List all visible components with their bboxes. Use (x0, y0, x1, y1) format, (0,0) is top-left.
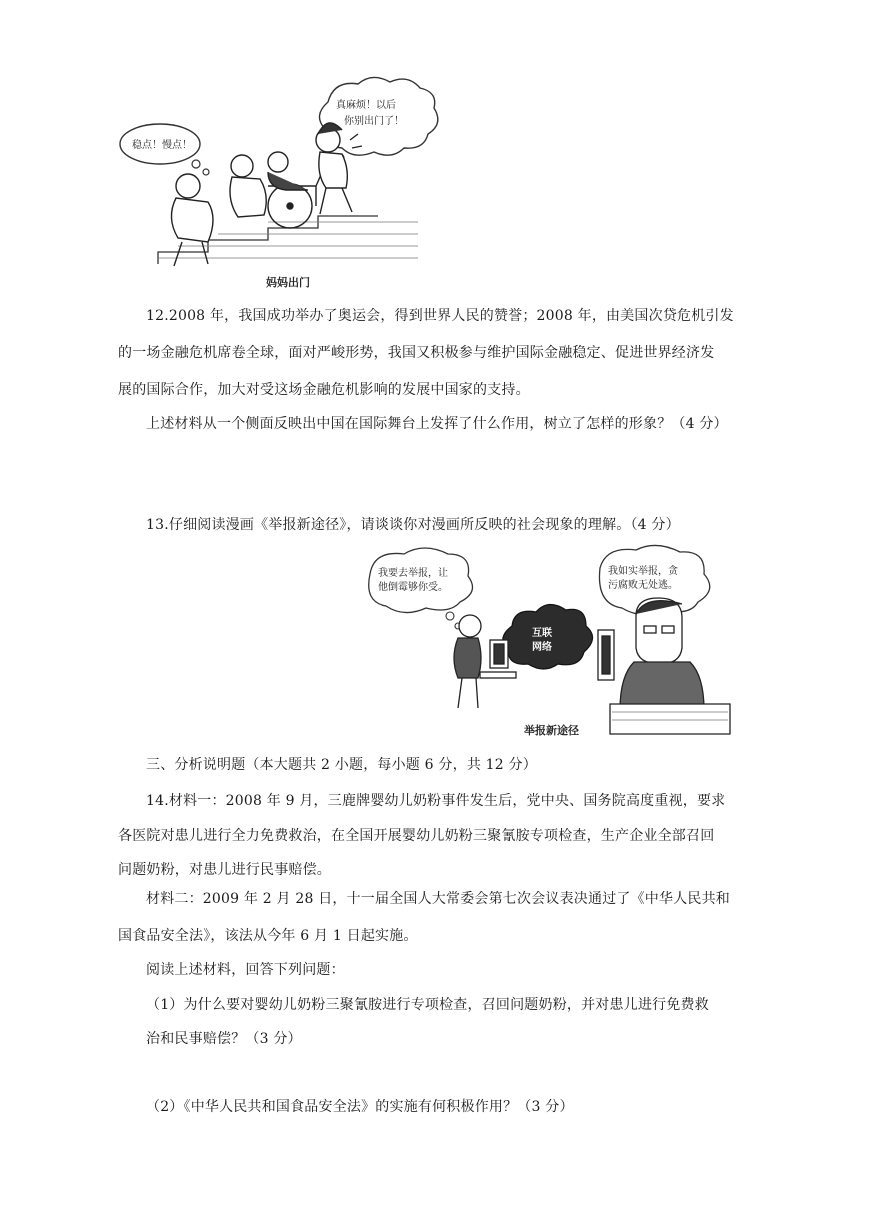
bubble-left-line1: 我要去举报，让 (378, 568, 448, 579)
q12-line-3: 展的国际合作，加大对受这场金融危机影响的发展中国家的支持。 (118, 382, 530, 398)
q14-material1-line-1: 14.材料一：2008 年 9 月，三鹿牌婴幼儿奶粉事件发生后，党中央、国务院高度重视，要求 (146, 793, 726, 809)
q14-material2-line-1: 材料二：2009 年 2 月 28 日，十一届全国人大常委会第七次会议表决通过了《中华人民共和 (146, 891, 730, 907)
cartoon-mom-going-out (118, 74, 478, 292)
q14-material1-line-2: 各医院对患儿进行全力免费救治，在全国开展婴幼儿奶粉三聚氰胺专项检查，生产企业全部召回 (118, 828, 715, 844)
cartoon1-caption: 妈妈出门 (266, 276, 310, 289)
bubble-right-line2: 你别出门了！ (344, 116, 404, 127)
q13-question: 13.仔细阅读漫画《举报新途径》，请谈谈你对漫画所反映的社会现象的理解。（4 分） (146, 517, 680, 533)
q14-material2-line-2: 国食品安全法》，该法从今年 6 月 1 日起实施。 (118, 928, 418, 944)
bubble-left-text: 稳点！慢点！ (132, 140, 192, 151)
q14-sub1-line-2: 治和民事赔偿？（3 分） (146, 1031, 302, 1047)
cartoon2-caption: 举报新途径 (524, 724, 579, 737)
q14-instruction: 阅读上述材料，回答下列问题： (146, 962, 345, 978)
bubble-right-line1: 真麻烦！以后 (336, 100, 396, 111)
q12-line-1: 12.2008 年，我国成功举办了奥运会，得到世界人民的赞誉；2008 年，由美国次贷危机引发 (146, 308, 734, 324)
q12-question: 上述材料从一个侧面反映出中国在国际舞台上发挥了什么作用，树立了怎样的形象？（4 分） (146, 416, 728, 432)
q14-sub1-line-1: （1）为什么要对婴幼儿奶粉三聚氰胺进行专项检查，召回问题奶粉，并对患儿进行免费救 (146, 997, 709, 1013)
q14-sub2: （2）《中华人民共和国食品安全法》的实施有何积极作用？（3 分） (146, 1099, 574, 1115)
bubble-left-line2: 他倒霉够你受。 (378, 582, 448, 593)
cloud-line2: 网络 (532, 642, 552, 653)
cartoon-new-reporting-channel (362, 544, 746, 742)
cloud-line1: 互联 (532, 628, 552, 639)
q12-line-2: 的一场金融危机席卷全球，面对严峻形势，我国又积极参与维护国际金融稳定、促进世界经济发 (118, 345, 715, 361)
section3-heading: 三、分析说明题（本大题共 2 小题，每小题 6 分，共 12 分） (146, 757, 537, 773)
q14-material1-line-3: 问题奶粉，对患儿进行民事赔偿。 (118, 862, 331, 878)
bubble-right-line1: 我如实举报，贪 (608, 566, 678, 577)
bubble-right-line2: 污腐败无处逃。 (608, 580, 678, 591)
